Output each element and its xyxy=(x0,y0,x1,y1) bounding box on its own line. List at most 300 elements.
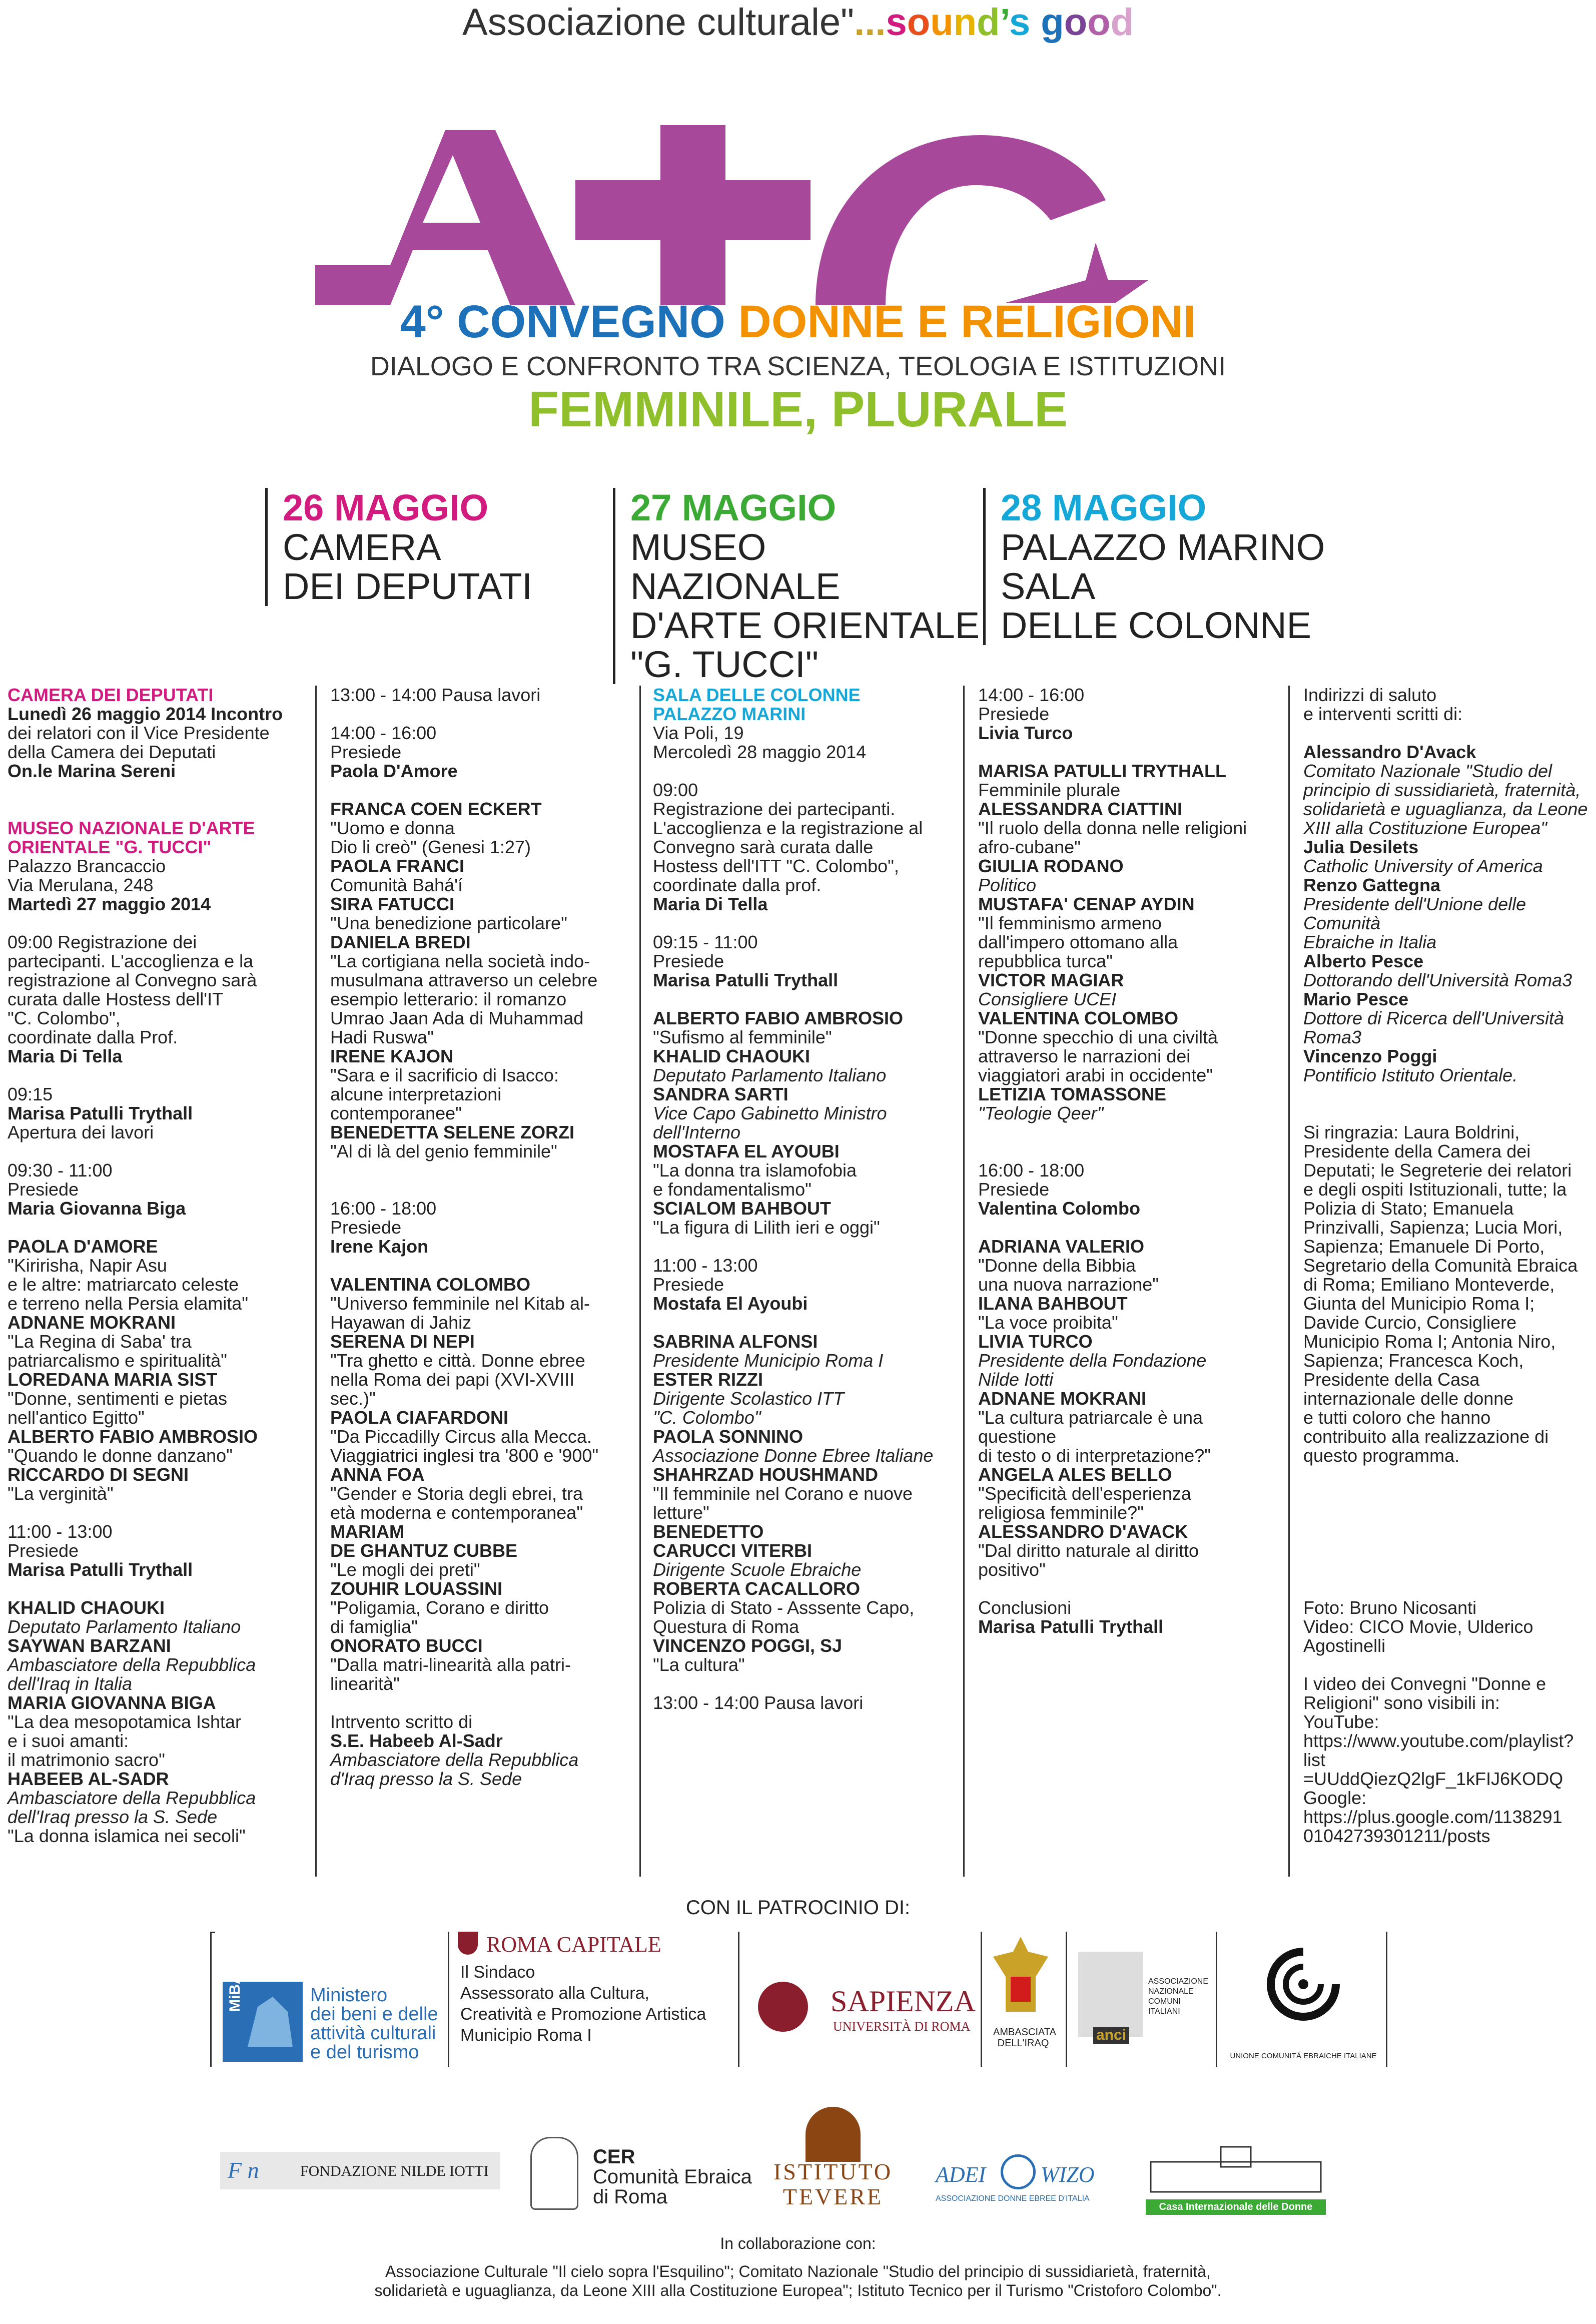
speaker-name: BENEDETTO xyxy=(653,1521,764,1542)
program-line: Agostinelli xyxy=(1303,1635,1386,1656)
speaker-name: SERENA DI NEPI xyxy=(330,1331,475,1352)
convegno-logo xyxy=(315,115,1166,305)
mibac-symbol xyxy=(243,1992,298,2052)
spacer xyxy=(330,1161,630,1180)
association-heading xyxy=(0,0,1596,45)
spacer xyxy=(330,781,630,800)
spacer xyxy=(653,1313,953,1332)
program-line: religiosa femminile?" xyxy=(978,1502,1144,1523)
patronage-bracket-right xyxy=(1386,1932,1387,2067)
program-line: Hadi Ruswa" xyxy=(330,1027,434,1047)
speaker-name: VALENTINA COLOMBO xyxy=(330,1274,530,1295)
program-column-day3-afternoon xyxy=(978,686,1278,1636)
program-line: "La verginità" xyxy=(8,1483,114,1504)
program-line: https://plus.google.com/1138291 xyxy=(1303,1807,1562,1827)
date-28-day: 28 MAGGIO xyxy=(1001,487,1207,528)
program-line: Presidente della Fondazione xyxy=(978,1350,1207,1371)
speaker-name: KHALID CHAOUKI xyxy=(653,1046,810,1066)
ucei-logo-icon xyxy=(1261,1947,1346,2022)
program-line: Presidente dell'Unione delle Comunità xyxy=(1303,894,1526,933)
spacer xyxy=(330,1256,630,1275)
program-line: 09:15 xyxy=(8,1084,53,1104)
program-line: "Il ruolo della donna nelle religioni xyxy=(978,818,1247,838)
program-line: 16:00 - 18:00 xyxy=(330,1198,437,1219)
speaker-name: ALBERTO FABIO AMBROSIO xyxy=(8,1426,258,1447)
program-line: e i suoi amanti: xyxy=(8,1730,129,1751)
program-line: Foto: Bruno Nicosanti xyxy=(1303,1597,1477,1618)
program-line: Comitato Nazionale "Studio del xyxy=(1303,761,1552,781)
speaker-name: DE GHANTUZ CUBBE xyxy=(330,1540,517,1561)
program-line: "Da Piccadilly Circus alla Mecca. xyxy=(330,1426,592,1447)
program-line: Indirizzi di saluto xyxy=(1303,685,1437,705)
mibac-line4: e del turismo xyxy=(310,2042,419,2063)
roma-text xyxy=(460,1962,706,2046)
speaker-name: KHALID CHAOUKI xyxy=(8,1597,165,1618)
program-line: "La cultura" xyxy=(653,1654,745,1675)
speaker-name: PAOLA D'AMORE xyxy=(8,1236,158,1257)
nilde-iotti-logo xyxy=(220,2152,500,2189)
program-line: Vice Capo Gabinetto Ministro xyxy=(653,1103,887,1123)
program-line: Politico xyxy=(978,875,1037,895)
program-line: Ambasciatore della Repubblica xyxy=(8,1788,256,1808)
program-line: Consigliere UCEI xyxy=(978,989,1117,1009)
iraq-text xyxy=(993,2027,1056,2049)
roma-line1: Il Sindaco xyxy=(460,1963,535,1982)
roma-line3: Creatività e Promozione Artistica xyxy=(460,2005,706,2024)
speaker-name: Marisa Patulli Trythall xyxy=(8,1559,193,1580)
program-line: Presiede xyxy=(978,1179,1050,1200)
spacer xyxy=(1303,1655,1593,1674)
speaker-name: RICCARDO DI SEGNI xyxy=(8,1464,189,1485)
program-line: linearità" xyxy=(330,1673,400,1694)
program-line: 01042739301211/posts xyxy=(1303,1826,1490,1846)
program-line: Si ringrazia: Laura Boldrini, xyxy=(1303,1122,1520,1142)
mibac-line3: attività culturali xyxy=(310,2023,436,2044)
brand-letter: d xyxy=(1110,1,1134,44)
program-line: Presiede xyxy=(330,742,402,762)
program-line: Presidente della Casa xyxy=(1303,1369,1480,1390)
program-line: Hostess dell'ITT "C. Colombo", xyxy=(653,856,899,876)
spacer xyxy=(8,1218,308,1237)
speaker-name: ILANA BAHBOUT xyxy=(978,1293,1128,1314)
iraq-line2: DELL'IRAQ xyxy=(997,2038,1049,2049)
brand-letter: ’ xyxy=(1000,1,1009,44)
program-line: positivo" xyxy=(978,1559,1046,1580)
speaker-name: Renzo Gattegna xyxy=(1303,875,1441,895)
casa-donne-text: Casa Internazionale delle Donne xyxy=(1146,2199,1326,2215)
speaker-name: Alberto Pesce xyxy=(1303,951,1424,971)
program-line: Video: CICO Movie, Ulderico xyxy=(1303,1616,1533,1637)
brand-letter xyxy=(1030,1,1041,44)
speaker-name: Maria Giovanna Biga xyxy=(8,1198,186,1219)
nilde-text: FONDAZIONE NILDE IOTTI xyxy=(300,2163,489,2179)
program-line: Viaggiatrici inglesi tra '800 e '900" xyxy=(330,1445,599,1466)
program-line: Sapienza; Emanuele Di Porto, xyxy=(1303,1236,1545,1257)
program-line: "Tra ghetto e città. Donne ebree xyxy=(330,1350,585,1371)
program-line: sec.)" xyxy=(330,1388,376,1409)
tevere-text xyxy=(773,2159,893,2209)
event-title-femminile: FEMMINILE, PLURALE xyxy=(528,381,1068,437)
speaker-name: Marisa Patulli Trythall xyxy=(653,970,839,990)
association-prefix: Associazione culturale" xyxy=(462,1,855,44)
spacer xyxy=(1303,724,1593,743)
program-line: di testo o di interpretazione?" xyxy=(978,1445,1211,1466)
spacer xyxy=(653,1237,953,1256)
program-line: coordinate dalla prof. xyxy=(653,875,822,895)
program-line: 11:00 - 13:00 xyxy=(653,1255,758,1276)
program-line: 14:00 - 16:00 xyxy=(330,723,437,743)
column-divider-3 xyxy=(963,686,965,1877)
speaker-name: ZOUHIR LOUASSINI xyxy=(330,1578,503,1599)
association-dots: ... xyxy=(854,1,886,44)
cer-crest-icon xyxy=(530,2137,578,2210)
sapienza-title: SAPIENZA xyxy=(831,1985,976,2018)
anci-text xyxy=(1148,1977,1208,2017)
program-line: "Poligamia, Corano e diritto xyxy=(330,1597,549,1618)
wizo-abbr: WIZO xyxy=(1041,2162,1095,2187)
spacer xyxy=(1303,1522,1593,1541)
speaker-name: ADNANE MOKRANI xyxy=(8,1312,176,1333)
program-line: "Sara e il sacrificio di Isacco: xyxy=(330,1065,559,1085)
speaker-name: Valentina Colombo xyxy=(978,1198,1141,1219)
program-line: "Le mogli dei preti" xyxy=(330,1559,480,1580)
program-line: 09:15 - 11:00 xyxy=(653,932,758,952)
program-line: Polizia di Stato - Asssente Capo, xyxy=(653,1597,915,1618)
program-line: "Una benedizione particolare" xyxy=(330,913,567,933)
venue-heading: MUSEO NAZIONALE D'ARTE xyxy=(8,818,255,838)
speaker-name: IRENE KAJON xyxy=(330,1046,454,1066)
program-line: L'accoglienza e la registrazione al xyxy=(653,818,923,838)
collaboration-text xyxy=(200,2262,1396,2300)
speaker-name: SCIALOM BAHBOUT xyxy=(653,1198,831,1219)
spacer xyxy=(8,1066,308,1085)
mibac-abbr: MiBAC xyxy=(227,1962,243,2012)
speaker-name: ALESSANDRA CIATTINI xyxy=(978,799,1182,819)
program-line: Dirigente Scuole Ebraiche xyxy=(653,1559,862,1580)
speaker-name: Livia Turco xyxy=(978,723,1073,743)
event-title xyxy=(0,294,1596,349)
program-line: Presiede xyxy=(653,1274,724,1295)
collaboration-title: In collaborazione con: xyxy=(720,2234,876,2252)
program-column-day1 xyxy=(8,686,308,1846)
spacer xyxy=(1303,1484,1593,1503)
program-line: solidarietà e uguaglianza, da Leone xyxy=(1303,799,1588,819)
program-line: e le altre: matriarcato celeste xyxy=(8,1274,239,1295)
program-line: Ebraiche in Italia xyxy=(1303,932,1437,952)
program-line: nell'antico Egitto" xyxy=(8,1407,145,1428)
program-line: Prinzivalli, Sapienza; Lucia Mori, xyxy=(1303,1217,1563,1238)
program-line: una nuova narrazione" xyxy=(978,1274,1159,1295)
program-line: Google: xyxy=(1303,1788,1367,1808)
program-line: "La cultura patriarcale è una questione xyxy=(978,1407,1203,1447)
brand-letter: s xyxy=(886,1,907,44)
patronage-bracket-top xyxy=(210,1932,215,1933)
speaker-name: Julia Desilets xyxy=(1303,837,1419,857)
program-line: "La donna islamica nei secoli" xyxy=(8,1826,246,1846)
mibac-line1: Ministero xyxy=(310,1985,388,2006)
program-line: nella Roma dei papi (XVI-XVIII xyxy=(330,1369,575,1390)
date-block-28 xyxy=(983,488,1351,645)
speaker-name: MARIA GIOVANNA BIGA xyxy=(8,1692,216,1713)
program-line: partecipanti. L'accoglienza e la xyxy=(8,951,254,971)
program-line: 09:00 xyxy=(653,780,698,800)
speaker-name: ESTER RIZZI xyxy=(653,1369,763,1390)
spacer xyxy=(653,1674,953,1693)
speaker-name: Marisa Patulli Trythall xyxy=(978,1616,1164,1637)
mibac-text xyxy=(310,1986,438,2062)
spacer xyxy=(1303,1541,1593,1560)
program-line: esempio letterario: il romanzo xyxy=(330,989,567,1009)
program-line: "La figura di Lilith ieri e oggi" xyxy=(653,1217,880,1238)
program-line: Ambasciatore della Repubblica xyxy=(8,1654,256,1675)
spacer xyxy=(1303,1085,1593,1104)
program-line: curata dalle Hostess dell'IT xyxy=(8,989,224,1009)
program-line: Hayawan di Jahiz xyxy=(330,1312,472,1333)
speaker-name: PAOLA CIAFARDONI xyxy=(330,1407,508,1428)
speaker-name: Martedì 27 maggio 2014 xyxy=(8,894,211,914)
spacer xyxy=(1303,1560,1593,1579)
program-line: Conclusioni xyxy=(978,1597,1072,1618)
program-line: Registrazione dei partecipanti. xyxy=(653,799,896,819)
spacer xyxy=(978,1218,1278,1237)
venue-heading: ORIENTALE "G. TUCCI" xyxy=(8,837,212,857)
program-line: https://www.youtube.com/playlist?list xyxy=(1303,1730,1574,1770)
program-line: viaggiatori arabi in occidente" xyxy=(978,1065,1213,1085)
speaker-name: On.le Marina Sereni xyxy=(8,761,176,781)
program-line: 11:00 - 13:00 xyxy=(8,1521,113,1542)
spacer xyxy=(978,1579,1278,1598)
date-27-place-line3: "G. TUCCI" xyxy=(630,644,819,685)
program-line: e interventi scritti di: xyxy=(1303,704,1463,724)
program-line: =UUddQiezQ2lgF_1kFIJ6KODQ xyxy=(1303,1769,1563,1789)
spacer xyxy=(1303,1579,1593,1598)
spacer xyxy=(653,914,953,933)
speaker-name: Alessandro D'Avack xyxy=(1303,742,1476,762)
date-block-26 xyxy=(265,488,633,606)
brand-letter: o xyxy=(1087,1,1111,44)
speaker-name: ONORATO BUCCI xyxy=(330,1635,483,1656)
divider-iraq xyxy=(1066,1932,1067,2067)
program-line: "Kiririsha, Napir Asu xyxy=(8,1255,167,1276)
program-line: "Teologie Qeer" xyxy=(978,1103,1104,1123)
program-line: Polizia di Stato; Emanuela xyxy=(1303,1198,1514,1219)
program-line: Lunedì 26 maggio 2014 Incontro xyxy=(8,704,283,724)
speaker-name: Maria Di Tella xyxy=(653,894,768,914)
brand-letter: o xyxy=(1064,1,1088,44)
program-line: attraverso le narrazioni dei xyxy=(978,1046,1191,1066)
program-line: Segretario della Comunità Ebraica xyxy=(1303,1255,1578,1276)
date-block-27 xyxy=(613,488,981,684)
program-line: Intrvento scritto di xyxy=(330,1711,473,1732)
program-line: Questura di Roma xyxy=(653,1616,800,1637)
speaker-name: BENEDETTA SELENE ZORZI xyxy=(330,1122,575,1142)
sapienza-seal-icon xyxy=(758,1982,808,2032)
speaker-name: Irene Kajon xyxy=(330,1236,429,1257)
program-line: e fondamentalismo" xyxy=(653,1179,812,1200)
program-line: Dirigente Scolastico ITT xyxy=(653,1388,845,1409)
roma-shield-icon xyxy=(458,1932,478,1955)
mibac-logo xyxy=(223,1962,303,2062)
date-28-place-line1: PALAZZO MARINO xyxy=(1001,526,1325,568)
program-line: Pontificio Istituto Orientale. xyxy=(1303,1065,1518,1085)
program-line: Presiede xyxy=(330,1217,402,1238)
program-line: "C. Colombo", xyxy=(8,1008,121,1028)
spacer xyxy=(330,705,630,724)
program-line: 09:30 - 11:00 xyxy=(8,1160,113,1181)
divider-sapienza xyxy=(981,1932,982,2067)
program-line: e degli ospiti Istituzionali, tutte; la xyxy=(1303,1179,1567,1200)
program-line: Sapienza; Francesca Koch, xyxy=(1303,1350,1524,1371)
program-line: patriarcalismo e spiritualità" xyxy=(8,1350,227,1371)
program-line: Dottore di Ricerca dell'Università xyxy=(1303,1008,1564,1028)
program-line: "C. Colombo" xyxy=(653,1407,761,1428)
speaker-name: Mostafa El Ayoubi xyxy=(653,1293,808,1314)
speaker-name: SHAHRZAD HOUSHMAND xyxy=(653,1464,878,1485)
program-line: 14:00 - 16:00 xyxy=(978,685,1085,705)
brand-sounds-good xyxy=(886,1,1134,44)
program-line: "Donne della Bibbia xyxy=(978,1255,1136,1276)
speaker-name: DANIELA BREDI xyxy=(330,932,471,952)
program-line: YouTube: xyxy=(1303,1711,1379,1732)
program-line: questo programma. xyxy=(1303,1445,1460,1466)
program-line: Associazione Donne Ebree Italiane xyxy=(653,1445,934,1466)
speaker-name: PAOLA SONNINO xyxy=(653,1426,804,1447)
program-line: "Quando le donne danzano" xyxy=(8,1445,233,1466)
program-line: "La Regina di Saba' tra xyxy=(8,1331,192,1352)
speaker-name: Maria Di Tella xyxy=(8,1046,123,1066)
venue-heading: PALAZZO MARINI xyxy=(653,704,806,724)
brand-letter: d xyxy=(977,1,1000,44)
program-line: Davide Curcio, Consigliere xyxy=(1303,1312,1517,1333)
nilde-mark: F n xyxy=(228,2157,259,2183)
event-title-part2: DONNE E RELIGIONI xyxy=(738,296,1196,347)
program-line: Presidente Municipio Roma I xyxy=(653,1350,884,1371)
program-line: Convegno sarà curata dalle xyxy=(653,837,874,857)
program-line: letture" xyxy=(653,1502,709,1523)
roma-line4: Municipio Roma I xyxy=(460,2026,592,2045)
anci-line3: COMUNI xyxy=(1148,1997,1181,2006)
program-line: Giunta del Municipio Roma I; xyxy=(1303,1293,1535,1314)
program-line: Municipio Roma I; Antonia Niro, xyxy=(1303,1331,1556,1352)
brand-letter: n xyxy=(953,1,977,44)
logo-crescent xyxy=(816,135,1106,305)
speaker-name: MOSTAFA EL AYOUBI xyxy=(653,1141,840,1161)
spacer xyxy=(8,1503,308,1522)
speaker-name: HABEEB AL-SADR xyxy=(8,1769,169,1789)
divider-roma xyxy=(738,1932,739,2067)
program-line: "Specificità dell'esperienza xyxy=(978,1483,1191,1504)
program-line: principio di sussidiarietà, fraternità, xyxy=(1303,780,1581,800)
anci-line4: ITALIANI xyxy=(1148,2007,1180,2016)
anci-tower-icon xyxy=(1078,1952,1143,2037)
program-line: dell'Iraq presso la S. Sede xyxy=(8,1807,218,1827)
speaker-name: ALESSANDRO D'AVACK xyxy=(978,1521,1188,1542)
event-title-part1: 4° CONVEGNO xyxy=(400,296,725,347)
date-27-day: 27 MAGGIO xyxy=(630,487,837,528)
patronage-title: CON IL PATROCINIO DI: xyxy=(685,1897,911,1919)
program-line: musulmana attraverso un celebre xyxy=(330,970,598,990)
speaker-name: SIRA FATUCCI xyxy=(330,894,454,914)
roma-title: ROMA CAPITALE xyxy=(486,1932,661,1957)
spacer xyxy=(653,990,953,1009)
program-line: 13:00 - 14:00 Pausa lavori xyxy=(330,685,541,705)
anci-abbr: anci xyxy=(1093,2027,1129,2044)
brand-letter: u xyxy=(930,1,954,44)
program-line: Umrao Jaan Ada di Muhammad xyxy=(330,1008,584,1028)
program-line: 09:00 Registrazione dei xyxy=(8,932,197,952)
tevere-tulip-icon xyxy=(806,2107,861,2162)
adei-abbr: ADEI xyxy=(936,2162,986,2187)
program-line: Presiede xyxy=(8,1179,79,1200)
program-line: "Universo femminile nel Kitab al- xyxy=(330,1293,590,1314)
program-line: Femminile plurale xyxy=(978,780,1121,800)
speaker-name: FRANCA COEN ECKERT xyxy=(330,799,542,819)
logo-cross-horizontal xyxy=(575,180,811,240)
spacer xyxy=(8,914,308,933)
anci-line2: NAZIONALE xyxy=(1148,1987,1194,1996)
speaker-name: ALBERTO FABIO AMBROSIO xyxy=(653,1008,904,1028)
date-26-place-line1: CAMERA xyxy=(283,526,441,568)
program-column-day3-morning xyxy=(653,686,953,1712)
program-line: "Dalla matri-linearità alla patri- xyxy=(330,1654,571,1675)
date-27-place-line2: D'ARTE ORIENTALE xyxy=(630,605,980,646)
logo-star xyxy=(1006,243,1148,303)
program-line: Presiede xyxy=(978,704,1050,724)
collaboration-line1: Associazione Culturale "Il cielo sopra l'Esquilino"; Comitato Nazionale "Studio del principio di sussidiarietà, fraternità, xyxy=(385,2262,1211,2280)
speaker-name: Mario Pesce xyxy=(1303,989,1409,1009)
spacer xyxy=(653,762,953,781)
program-line: Catholic University of America xyxy=(1303,856,1543,876)
program-line: "Donne specchio di una civiltà xyxy=(978,1027,1218,1047)
date-27-place-line1: MUSEO NAZIONALE xyxy=(630,526,841,607)
program-line: Presidente della Camera dei xyxy=(1303,1141,1531,1161)
anci-line1: ASSOCIAZIONE xyxy=(1148,1977,1209,1986)
iraq-eagle-icon xyxy=(991,1932,1051,2022)
program-line: Deputato Parlamento Italiano xyxy=(8,1616,241,1637)
brand-letter: o xyxy=(907,1,931,44)
sapienza-subtitle: UNIVERSITÀ DI ROMA xyxy=(833,2019,971,2034)
divider-mibac xyxy=(448,1932,449,2067)
speaker-name: Vincenzo Poggi xyxy=(1303,1046,1437,1066)
speaker-name: SABRINA ALFONSI xyxy=(653,1331,818,1352)
program-line: dall'impero ottomano alla xyxy=(978,932,1178,952)
speaker-name: Marisa Patulli Trythall xyxy=(8,1103,193,1123)
speaker-name: MUSTAFA' CENAP AYDIN xyxy=(978,894,1195,914)
program-line: "Il femminile nel Corano e nuove xyxy=(653,1483,913,1504)
program-line: di Roma; Emiliano Monteverde, xyxy=(1303,1274,1555,1295)
program-line: Comunità Bahá'í xyxy=(330,875,463,895)
program-line: 13:00 - 14:00 Pausa lavori xyxy=(653,1692,864,1713)
speaker-name: LETIZIA TOMASSONE xyxy=(978,1084,1167,1104)
program-line: "Sufismo al femminile" xyxy=(653,1027,832,1047)
program-line: registrazione al Convegno sarà xyxy=(8,970,257,990)
spacer xyxy=(1303,1465,1593,1484)
ucei-text: UNIONE COMUNITÀ EBRAICHE ITALIANE xyxy=(1230,2052,1377,2060)
patronage-bracket-left xyxy=(210,1932,212,2067)
speaker-name: LIVIA TURCO xyxy=(978,1331,1093,1352)
cer-text xyxy=(593,2147,752,2207)
adei-text: ASSOCIAZIONE DONNE EBREE D'ITALIA xyxy=(936,2194,1090,2203)
program-line: Palazzo Brancaccio xyxy=(8,856,166,876)
program-line: "La cortigiana nella società indo- xyxy=(330,951,590,971)
casa-donne-building-icon xyxy=(1146,2142,1326,2197)
speaker-name: LOREDANA MARIA SIST xyxy=(8,1369,218,1390)
program-line: "Al di là del genio femminile" xyxy=(330,1141,557,1161)
spacer xyxy=(8,781,308,800)
program-line: Presiede xyxy=(8,1540,79,1561)
program-line: dell'Iraq in Italia xyxy=(8,1673,133,1694)
speaker-name: VALENTINA COLOMBO xyxy=(978,1008,1178,1028)
